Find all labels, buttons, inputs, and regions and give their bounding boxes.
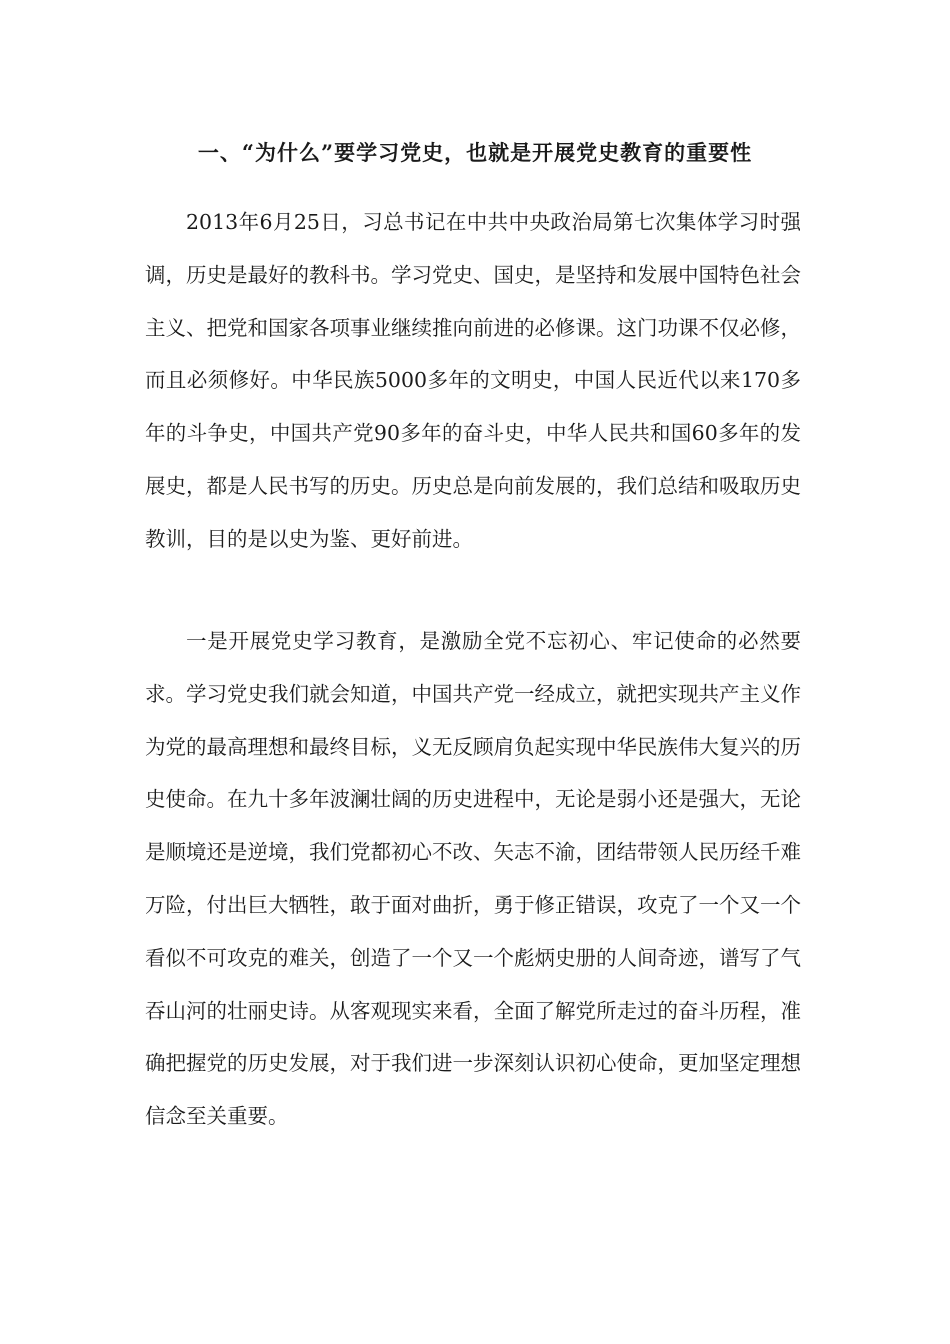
section-heading: 一、“为什么”要学习党史，也就是开展党史教育的重要性 [197, 140, 753, 165]
paragraph-1: 2013年6月25日，习总书记在中共中央政治局第七次集体学习时强调，历史是最好的教科书。学习党史、国史，是坚持和发展中国特色社会主义、把党和国家各项事业继续推向前进的必修课。这门功课不仅必修，而且必须修好。中华民族5000多年的文明史，中国人民近代以来170多年的斗争史，中国共产党90多年的奋斗史，中华人民共和国60多年的发展史，都是人民书写的历史。历史总是向前发展的，我们总结和吸取历史教训，目的是以史为鉴、更好前进。 [145, 210, 801, 551]
paragraph-2: 一是开展党史学习教育，是激励全党不忘初心、牢记使命的必然要求。学习党史我们就会知道，中国共产党一经成立，就把实现共产主义作为党的最高理想和最终目标，义无反顾肩负起实现中华民族伟大复兴的历史使命。在九十多年波澜壮阔的历史进程中，无论是弱小还是强大，无论是顺境还是逆境，我们党都初心不改、矢志不渝，团结带领人民历经千难万险，付出巨大牺牲，敢于面对曲折，勇于修正错误，攻克了一个又一个看似不可攻克的难关，创造了一个又一个彪炳史册的人间奇迹，谱写了气吞山河的壮丽史诗。从客观现实来看，全面了解党所走过的奋斗历程，准确把握党的历史发展，对于我们进一步深刻认识初心使命，更加坚定理想信念至关重要。 [145, 629, 801, 1129]
